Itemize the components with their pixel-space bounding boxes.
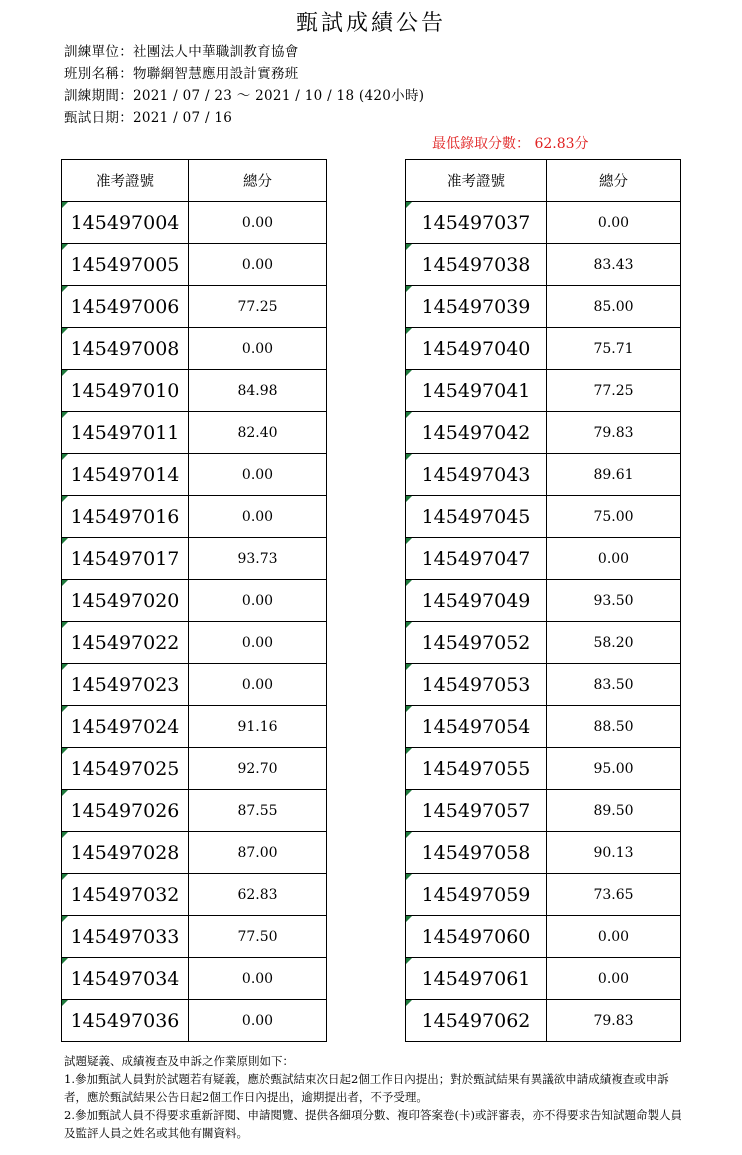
table-row bbox=[62, 874, 327, 916]
total-score-cell: 58.20 bbox=[547, 622, 681, 664]
total-score-cell: 88.50 bbox=[547, 706, 681, 748]
table-row bbox=[62, 622, 327, 664]
table-row bbox=[62, 706, 327, 748]
exam-number-cell: 145497034 bbox=[62, 958, 189, 1000]
table-row bbox=[406, 790, 681, 832]
exam-number-cell: 145497061 bbox=[406, 958, 547, 1000]
exam-number-cell: 145497057 bbox=[406, 790, 547, 832]
page-title: 甄試成績公告 bbox=[295, 11, 446, 36]
table-row bbox=[62, 244, 327, 286]
exam-number-cell: 145497047 bbox=[406, 538, 547, 580]
exam-number-cell: 145497010 bbox=[62, 370, 189, 412]
total-score-cell: 87.55 bbox=[189, 790, 327, 832]
table-row bbox=[406, 202, 681, 244]
total-score-cell: 0.00 bbox=[547, 202, 681, 244]
table-row bbox=[406, 496, 681, 538]
table-row bbox=[62, 580, 327, 622]
table-row bbox=[406, 580, 681, 622]
table-row bbox=[62, 832, 327, 874]
table-row bbox=[406, 286, 681, 328]
table-row bbox=[406, 874, 681, 916]
total-score-cell: 77.25 bbox=[547, 370, 681, 412]
exam-number-cell: 145497017 bbox=[62, 538, 189, 580]
exam-number-cell: 145497020 bbox=[62, 580, 189, 622]
total-score-cell: 83.50 bbox=[547, 664, 681, 706]
exam-number-cell: 145497053 bbox=[406, 664, 547, 706]
column-header-id: 准考證號 bbox=[62, 160, 189, 202]
total-score-cell: 92.70 bbox=[189, 748, 327, 790]
exam-number-cell: 145497038 bbox=[406, 244, 547, 286]
note-item: 2.參加甄試人員不得要求重新評閱、申請閱覽、提供各細項分數、複印答案卷(卡)或評審表，亦不得要求告知試題命製人員及監評人員之姓名或其他有關資料。 bbox=[64, 1108, 682, 1140]
total-score-cell: 87.00 bbox=[189, 832, 327, 874]
exam-number-cell: 145497025 bbox=[62, 748, 189, 790]
exam-number-cell: 145497016 bbox=[62, 496, 189, 538]
notes-heading: 試題疑義、成績複查及申訴之作業原則如下： bbox=[64, 1054, 294, 1068]
table-row bbox=[406, 244, 681, 286]
training-period: 訓練期間：2021 / 07 / 23 ～ 2021 / 10 / 18 (420小時) bbox=[64, 88, 425, 104]
total-score-cell: 84.98 bbox=[189, 370, 327, 412]
table-row bbox=[62, 1000, 327, 1042]
total-score-cell: 75.00 bbox=[547, 496, 681, 538]
table-row bbox=[62, 286, 327, 328]
table-row bbox=[406, 748, 681, 790]
exam-number-cell: 145497060 bbox=[406, 916, 547, 958]
total-score-cell: 0.00 bbox=[189, 202, 327, 244]
total-score-cell: 0.00 bbox=[189, 244, 327, 286]
table-row bbox=[406, 664, 681, 706]
score-table-left bbox=[61, 159, 327, 1042]
exam-number-cell: 145497037 bbox=[406, 202, 547, 244]
exam-number-cell: 145497059 bbox=[406, 874, 547, 916]
total-score-cell: 89.50 bbox=[547, 790, 681, 832]
training-unit: 訓練單位：社團法人中華職訓教育協會 bbox=[64, 44, 299, 60]
total-score-cell: 0.00 bbox=[189, 496, 327, 538]
exam-number-cell: 145497058 bbox=[406, 832, 547, 874]
exam-number-cell: 145497049 bbox=[406, 580, 547, 622]
total-score-cell: 77.50 bbox=[189, 916, 327, 958]
table-row bbox=[62, 790, 327, 832]
total-score-cell: 75.71 bbox=[547, 328, 681, 370]
table-row bbox=[62, 412, 327, 454]
total-score-cell: 85.00 bbox=[547, 286, 681, 328]
table-header-row bbox=[62, 160, 327, 202]
table-row bbox=[406, 958, 681, 1000]
total-score-cell: 0.00 bbox=[547, 916, 681, 958]
total-score-cell: 79.83 bbox=[547, 1000, 681, 1042]
exam-number-cell: 145497008 bbox=[62, 328, 189, 370]
total-score-cell: 83.43 bbox=[547, 244, 681, 286]
total-score-cell: 0.00 bbox=[189, 1000, 327, 1042]
total-score-cell: 82.40 bbox=[189, 412, 327, 454]
info-block bbox=[64, 41, 424, 129]
total-score-cell: 91.16 bbox=[189, 706, 327, 748]
total-score-cell: 0.00 bbox=[189, 958, 327, 1000]
table-row bbox=[62, 454, 327, 496]
total-score-cell: 93.73 bbox=[189, 538, 327, 580]
table-row bbox=[62, 664, 327, 706]
class-name: 班別名稱：物聯網智慧應用設計實務班 bbox=[64, 66, 299, 82]
exam-number-cell: 145497026 bbox=[62, 790, 189, 832]
exam-number-cell: 145497033 bbox=[62, 916, 189, 958]
exam-number-cell: 145497045 bbox=[406, 496, 547, 538]
exam-number-cell: 145497022 bbox=[62, 622, 189, 664]
score-table-right bbox=[405, 159, 681, 1042]
total-score-cell: 62.83 bbox=[189, 874, 327, 916]
total-score-cell: 90.13 bbox=[547, 832, 681, 874]
min-score: 最低錄取分數： 62.83分 bbox=[432, 136, 589, 152]
column-header-id: 准考證號 bbox=[406, 160, 547, 202]
exam-number-cell: 145497028 bbox=[62, 832, 189, 874]
table-row bbox=[62, 496, 327, 538]
table-row bbox=[406, 622, 681, 664]
total-score-cell: 0.00 bbox=[189, 454, 327, 496]
exam-number-cell: 145497005 bbox=[62, 244, 189, 286]
total-score-cell: 0.00 bbox=[189, 622, 327, 664]
total-score-cell: 93.50 bbox=[547, 580, 681, 622]
exam-number-cell: 145497054 bbox=[406, 706, 547, 748]
total-score-cell: 0.00 bbox=[189, 580, 327, 622]
notes bbox=[64, 1052, 684, 1142]
column-header-score: 總分 bbox=[547, 160, 681, 202]
column-header-score: 總分 bbox=[189, 160, 327, 202]
exam-date: 甄試日期：2021 / 07 / 16 bbox=[64, 110, 233, 126]
exam-number-cell: 145497006 bbox=[62, 286, 189, 328]
table-row bbox=[406, 328, 681, 370]
total-score-cell: 0.00 bbox=[189, 664, 327, 706]
table-row bbox=[406, 706, 681, 748]
table-row bbox=[406, 454, 681, 496]
table-row bbox=[406, 916, 681, 958]
exam-number-cell: 145497039 bbox=[406, 286, 547, 328]
exam-number-cell: 145497043 bbox=[406, 454, 547, 496]
exam-number-cell: 145497041 bbox=[406, 370, 547, 412]
exam-number-cell: 145497023 bbox=[62, 664, 189, 706]
table-row bbox=[62, 370, 327, 412]
table-header-row bbox=[406, 160, 681, 202]
table-row bbox=[62, 328, 327, 370]
note-item: 1.參加甄試人員對於試題若有疑義，應於甄試結束次日起2個工作日內提出；對於甄試結果有異議欲申請成績複查或申訴者，應於甄試結果公告日起2個工作日內提出，逾期提出者，不予受理。 bbox=[64, 1072, 669, 1104]
exam-number-cell: 145497004 bbox=[62, 202, 189, 244]
total-score-cell: 0.00 bbox=[189, 328, 327, 370]
exam-number-cell: 145497032 bbox=[62, 874, 189, 916]
table-row bbox=[406, 412, 681, 454]
table-row bbox=[62, 538, 327, 580]
exam-number-cell: 145497042 bbox=[406, 412, 547, 454]
table-row bbox=[62, 916, 327, 958]
total-score-cell: 0.00 bbox=[547, 958, 681, 1000]
table-row bbox=[62, 958, 327, 1000]
total-score-cell: 77.25 bbox=[189, 286, 327, 328]
exam-number-cell: 145497014 bbox=[62, 454, 189, 496]
exam-number-cell: 145497024 bbox=[62, 706, 189, 748]
exam-number-cell: 145497036 bbox=[62, 1000, 189, 1042]
exam-number-cell: 145497052 bbox=[406, 622, 547, 664]
exam-number-cell: 145497011 bbox=[62, 412, 189, 454]
exam-number-cell: 145497040 bbox=[406, 328, 547, 370]
total-score-cell: 73.65 bbox=[547, 874, 681, 916]
table-row bbox=[406, 370, 681, 412]
table-row bbox=[406, 1000, 681, 1042]
table-row bbox=[406, 538, 681, 580]
total-score-cell: 0.00 bbox=[547, 538, 681, 580]
exam-number-cell: 145497062 bbox=[406, 1000, 547, 1042]
table-row bbox=[406, 832, 681, 874]
total-score-cell: 89.61 bbox=[547, 454, 681, 496]
total-score-cell: 79.83 bbox=[547, 412, 681, 454]
exam-number-cell: 145497055 bbox=[406, 748, 547, 790]
total-score-cell: 95.00 bbox=[547, 748, 681, 790]
table-row bbox=[62, 748, 327, 790]
table-row bbox=[62, 202, 327, 244]
